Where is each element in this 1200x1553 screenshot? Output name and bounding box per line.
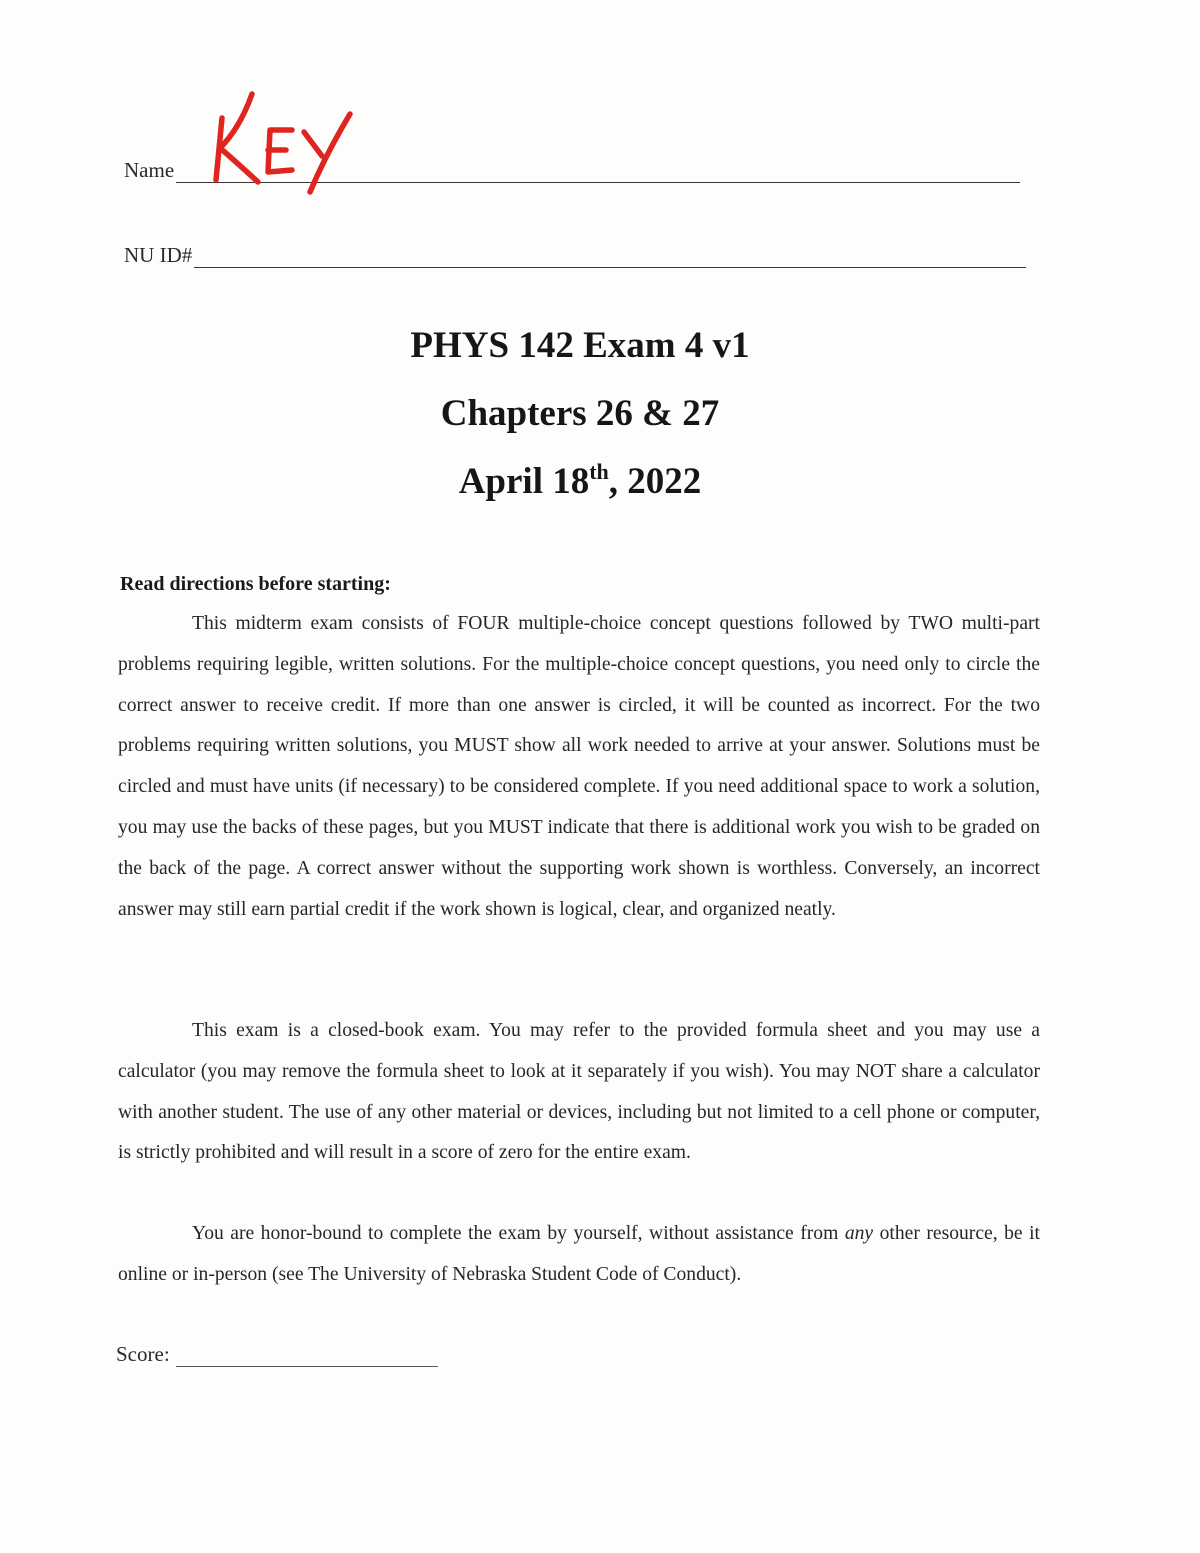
honor-text-emphasis: any (844, 1223, 874, 1244)
nu-id-field (124, 243, 1026, 268)
exam-title: PHYS 142 Exam 4 v1 (410, 325, 750, 366)
directions-paragraph-format: This midterm exam consists of FOUR multiple-choice concept questions followed by TWO multi-part problems requiring legible, written solutions. For the multiple-choice concept questions, you need only to circle the correct answer to receive credit. If more than one answer is circled, it will be counted as incorrect. For the two problems requiring written solutions, you MUST show all work needed to arrive at your answer. Solutions must be circled and must have units (if necessary) to be considered complete. If you need additional space to work a solution, you may use the backs of these pages, but you MUST indicate that there is additional work you wish to be graded on the back of the page. A correct answer without the supporting work shown is worthless. Conversely, an incorrect answer may still earn partial credit if the work shown is logical, clear, and organized neatly. (118, 613, 1040, 920)
nu-id-label: NU ID# (124, 243, 193, 267)
handwritten-key-text: KEY (200, 84, 202, 85)
exam-date-ordinal: th (589, 459, 609, 484)
name-label: Name (124, 158, 175, 182)
exam-date-suffix: , 2022 (608, 461, 702, 502)
score-underline (176, 1366, 438, 1367)
exam-chapters: Chapters 26 & 27 (440, 393, 720, 434)
score-field (116, 1342, 438, 1367)
directions-paragraph-closed-book: This exam is a closed-book exam. You may refer to the provided formula sheet and you may use a calculator (you may remove the formula sheet to look at it separately if you wish). You may NOT share a calculator with another student. The use of any other material or devices, including but not limited to a cell phone or computer, is strictly prohibited and will result in a score of zero for the entire exam. (118, 1020, 1040, 1164)
exam-date (0, 460, 1160, 503)
exam-date-prefix: April 18 (458, 461, 590, 502)
handwritten-key-mark (200, 84, 360, 204)
honor-text-after: other resource, be it online or in-person (see The University of Nebraska Student Code of Conduct). (118, 1223, 1040, 1285)
directions-heading: Read directions before starting: (120, 573, 391, 595)
nu-id-underline (194, 267, 1026, 268)
score-label: Score: (116, 1342, 170, 1366)
honor-text-before: You are honor-bound to complete the exam by yourself, without assistance from (192, 1223, 845, 1244)
directions-paragraph-honor (118, 1214, 1040, 1296)
